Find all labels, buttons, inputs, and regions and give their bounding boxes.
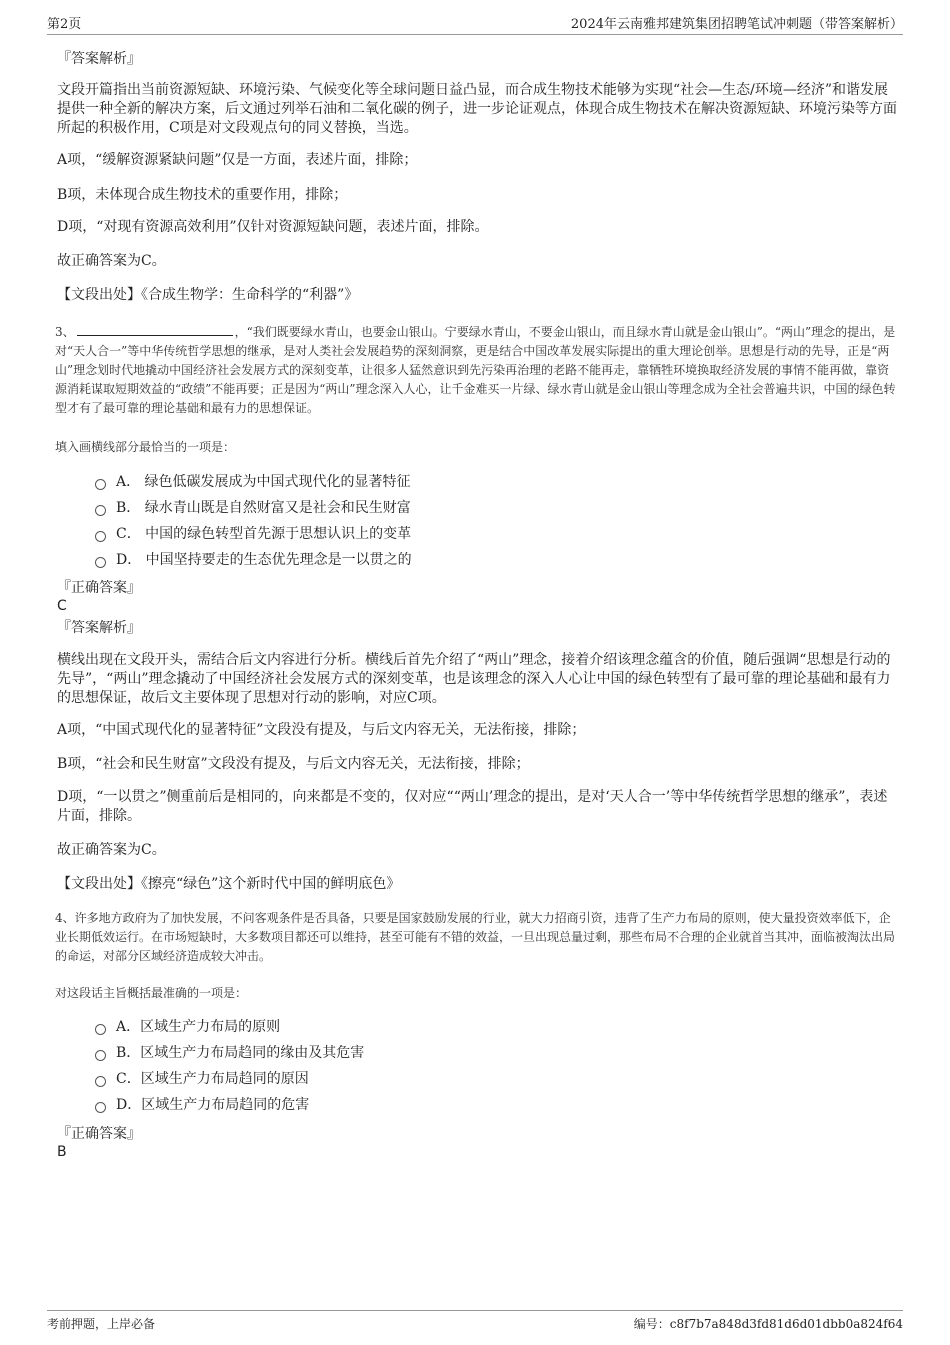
- q3-option-a-label: A． 绿色低碳发展成为中国式现代化的显著特征: [116, 474, 411, 490]
- radio-icon[interactable]: [95, 1102, 106, 1113]
- q4-option-d-label: D．区域生产力布局趋同的危害: [116, 1097, 310, 1113]
- q3-stem-text: ，“我们既要绿水青山，也要金山银山。宁要绿水青山，不要金山银山，而且绿水青山就是金山银山”。“两山”理念的提出，是对“天人合一”等中华传统哲学思想的继承，是对人类社会发展趋势的深刻洞察，更是结合中国改革发展实际提出的重大理论创举。思想是行动的先导，正是“两山”理念划时代地撬动中国经济社会发展方式的深刻变革，让很多人猛然意识到先污染再治理的老路不能再走，靠牺牲环境换取经济发展的事情不能再做，靠资源消耗谋取短期效益的“政绩”不能再要；正是因为“两山”理念深入人心，让千金难买一片绿、绿水青山就是金山银山等理念成为全社会普遍共识，中国的绿色转型才有了最可靠的理论基础和最有力的思想保证。: [55, 325, 896, 415]
- footer-slogan: 考前押题，上岸必备: [47, 1317, 156, 1331]
- q3-analysis-body: 横线出现在文段开头，需结合后文内容进行分析。横线后首先介绍了“两山”理念，接着介绍该理念蕴含的价值，随后强调“思想是行动的先导”，“两山”理念撬动了中国经济社会发展方式的深刻变革，也是该理念的深入人心让中国的绿色转型有了最可靠的理论基础和最有力的思想保证，故后文主要体现了思想对行动的影响，对应C项。: [57, 652, 891, 706]
- q3-option-c[interactable]: [95, 524, 411, 544]
- q4-prompt: 对这段话主旨概括最准确的一项是：: [55, 986, 248, 1000]
- q4-answer-title: 『正确答案』: [57, 1126, 141, 1142]
- q3-blank: [77, 323, 233, 336]
- radio-icon[interactable]: [95, 1076, 106, 1087]
- q3-option-a-analysis: A项，“中国式现代化的显著特征”文段没有提及，与后文内容无关，无法衔接，排除；: [57, 722, 586, 738]
- q4-option-a[interactable]: [95, 1017, 280, 1037]
- q2-option-a-analysis: A项，“缓解资源紧缺问题”仅是一方面，表述片面，排除；: [57, 152, 418, 168]
- q2-option-d-analysis: D项，“对现有资源高效利用”仅针对资源短缺问题，表述片面，排除。: [57, 219, 489, 235]
- q3-option-b-analysis: B项，“社会和民生财富”文段没有提及，与后文内容无关，无法衔接，排除；: [57, 756, 530, 772]
- q2-analysis-body: 文段开篇指出当前资源短缺、环境污染、气候变化等全球问题日益凸显，而合成生物技术能够为实现“社会—生态/环境—经济”和谐发展提供一种全新的解决方案，后文通过列举石油和二氧化碳的例子，进一步论证观点，体现合成生物技术在解决资源短缺、环境污染等方面所起的积极作用，C项是对文段观点句的同义替换，当选。: [57, 82, 897, 136]
- radio-icon[interactable]: [95, 505, 106, 516]
- q2-source: 【文段出处】《合成生物学：生命科学的“利器”》: [57, 287, 359, 303]
- radio-icon[interactable]: [95, 1050, 106, 1061]
- q2-conclusion: 故正确答案为C。: [57, 253, 166, 269]
- q4-option-c-label: C．区域生产力布局趋同的原因: [116, 1071, 309, 1087]
- q3-answer: C: [57, 598, 67, 614]
- q2-analysis-title: 『答案解析』: [57, 51, 141, 67]
- document-title: 2024年云南雅邦建筑集团招聘笔试冲刺题（带答案解析）: [570, 17, 903, 32]
- q4-stem: 4、许多地方政府为了加快发展，不问客观条件是否具备，只要是国家鼓励发展的行业，就大力招商引资，违背了生产力布局的原则，使大量投资效率低下，企业长期低效运行。在市场短缺时，大多数项目都还可以维持，甚至可能有不错的效益，一旦出现总量过剩，那些布局不合理的企业就首当其冲，面临被淘汰出局的命运，对部分区域经济造成较大冲击。: [55, 911, 896, 963]
- page-header: [47, 10, 903, 35]
- q3-option-c-label: C． 中国的绿色转型首先源于思想认识上的变革: [116, 526, 412, 542]
- q3-option-b[interactable]: [95, 498, 411, 518]
- q3-analysis-title: 『答案解析』: [57, 620, 141, 636]
- q3-option-d-analysis: D项，“一以贯之”侧重前后是相同的，向来都是不变的，仅对应““两山’理念的提出，是对‘天人合一’等中华传统哲学思想的继承”，表述片面，排除。: [57, 789, 888, 824]
- q3-number: 3、: [55, 325, 75, 339]
- q3-conclusion: 故正确答案为C。: [57, 842, 166, 858]
- q4-option-d[interactable]: [95, 1095, 309, 1115]
- page-footer: [47, 1310, 903, 1332]
- q3-option-d-label: D． 中国坚持要走的生态优先理念是一以贯之的: [116, 552, 412, 568]
- q3-answer-title: 『正确答案』: [57, 580, 141, 596]
- q4-answer: B: [57, 1144, 67, 1160]
- radio-icon[interactable]: [95, 531, 106, 542]
- page-number: 第2页: [47, 17, 82, 32]
- q4-option-c[interactable]: [95, 1069, 309, 1089]
- q3-option-b-label: B． 绿水青山既是自然财富又是社会和民生财富: [116, 500, 411, 516]
- q3-option-a[interactable]: [95, 472, 411, 492]
- q3-source: 【文段出处】《擦亮“绿色”这个新时代中国的鲜明底色》: [57, 876, 401, 892]
- footer-serial: 编号：c8f7b7a848d3fd81d6d01dbb0a824f64: [633, 1317, 903, 1331]
- q3-option-d[interactable]: [95, 550, 412, 570]
- q4-option-b[interactable]: [95, 1043, 364, 1063]
- q3-stem: [55, 323, 897, 418]
- radio-icon[interactable]: [95, 1024, 106, 1035]
- q2-option-b-analysis: B项，未体现合成生物技术的重要作用，排除；: [57, 187, 348, 203]
- q4-option-a-label: A．区域生产力布局的原则: [116, 1019, 281, 1035]
- q3-prompt: 填入画横线部分最恰当的一项是：: [55, 440, 236, 454]
- radio-icon[interactable]: [95, 557, 106, 568]
- q4-option-b-label: B．区域生产力布局趋同的缘由及其危害: [116, 1045, 365, 1061]
- radio-icon[interactable]: [95, 479, 106, 490]
